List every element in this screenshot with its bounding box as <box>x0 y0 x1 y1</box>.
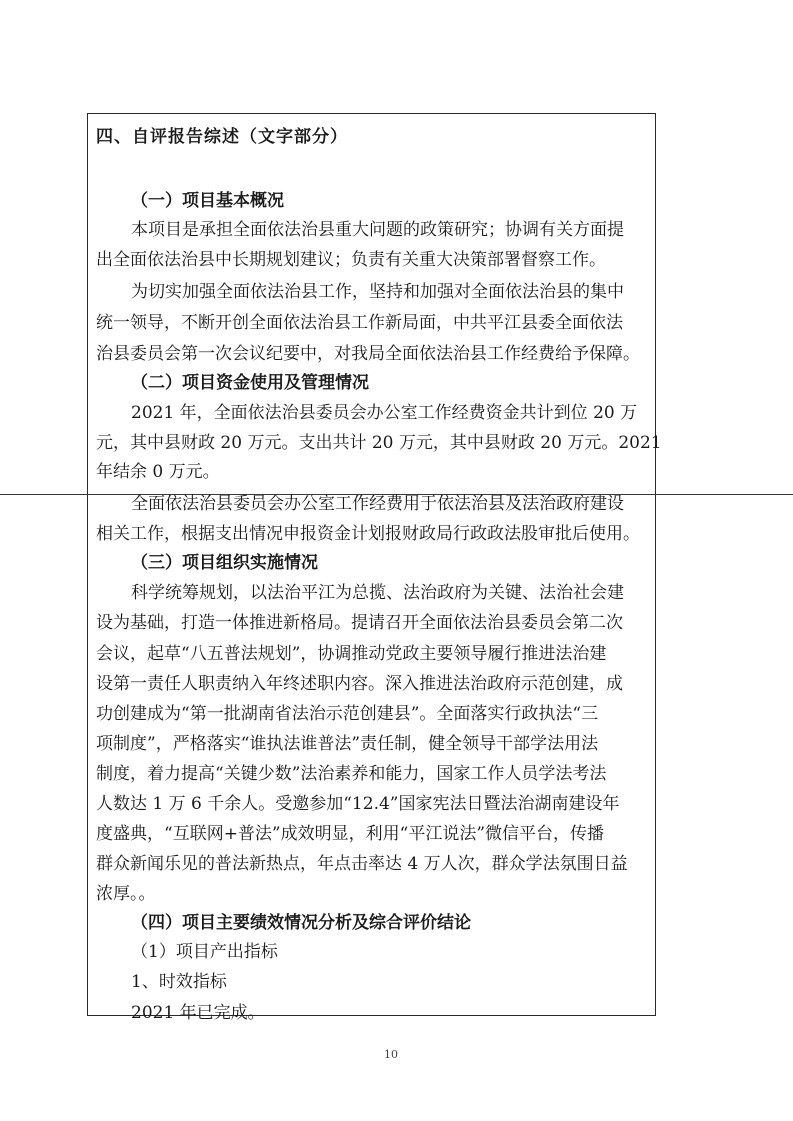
paragraph-line: （1）项目产出指标 <box>131 942 278 962</box>
subsection-title: （二）项目资金使用及管理情况 <box>131 373 369 393</box>
paragraph-line: 群众新闻乐见的普法新热点，年点击率达 4 万人次，群众学法氛围日益 <box>96 854 628 874</box>
subsection-title: （三）项目组织实施情况 <box>131 553 318 573</box>
paragraph-line: 设为基础，打造一体推进新格局。提请召开全面依法治县委员会第二次 <box>96 613 623 633</box>
paragraph-line: 年结余 0 万元。 <box>96 462 220 482</box>
paragraph-line: 全面依法治县委员会办公室工作经费用于依法治县及法治政府建设 <box>131 494 624 514</box>
paragraph-line: 元，其中县财政 20 万元。支出共计 20 万元，其中县财政 20 万元。2021 <box>96 433 662 453</box>
paragraph-line: 度盛典，“互联网+普法”成效明显，利用“平江说法”微信平台，传播 <box>96 824 605 844</box>
paragraph-line: 浓厚。。 <box>96 884 156 904</box>
paragraph-line: 2021 年，全面依法治县委员会办公室工作经费资金共计到位 20 万 <box>131 403 638 423</box>
paragraph-line: 功创建成为“第一批湖南省法治示范创建县”。全面落实行政执法“三 <box>96 704 599 724</box>
paragraph-line: 设第一责任人职责纳入年终述职内容。深入推进法治政府示范创建，成 <box>96 674 623 694</box>
subsection-title: （一）项目基本概况 <box>131 191 284 211</box>
paragraph-line: 为切实加强全面依法治县工作，坚持和加强对全面依法治县的集中 <box>131 282 624 302</box>
paragraph-line: 相关工作，根据支出情况申报资金计划报财政局行政政法股审批后使用。 <box>96 524 640 544</box>
paragraph-line: 1、时效指标 <box>131 972 227 992</box>
paragraph-line: 项制度”，严格落实“谁执法谁普法”责任制，健全领导干部学法用法 <box>96 734 599 754</box>
paragraph-line: 制度，着力提高“关键少数”法治素养和能力，国家工作人员学法考法 <box>96 764 607 784</box>
paragraph-line: 人数达 1 万 6 千余人。受邀参加“12.4”国家宪法日暨法治湖南建设年 <box>96 794 620 814</box>
paragraph-line: 统一领导，不断开创全面依法治县工作新局面，中共平江县委全面依法 <box>96 313 623 333</box>
paragraph-line: 2021 年已完成。 <box>131 1003 265 1023</box>
section-heading: 四、自评报告综述（文字部分） <box>96 127 348 147</box>
paragraph-line: 会议，起草“八五普法规划”，协调推动党政主要领导履行推进法治建 <box>96 644 607 664</box>
page-number: 10 <box>384 1048 398 1061</box>
subsection-title: （四）项目主要绩效情况分析及综合评价结论 <box>131 913 471 933</box>
paragraph-line: 科学统筹规划，以法治平江为总揽、法治政府为关键、法治社会建 <box>131 583 624 603</box>
paragraph-line: 本项目是承担全面依法治县重大问题的政策研究；协调有关方面提 <box>131 220 624 240</box>
paragraph-line: 治县委员会第一次会议纪要中，对我局全面依法治县工作经费给予保障。 <box>96 344 640 364</box>
paragraph-line: 出全面依法治县中长期规划建议；负责有关重大决策部署督察工作。 <box>96 250 606 270</box>
